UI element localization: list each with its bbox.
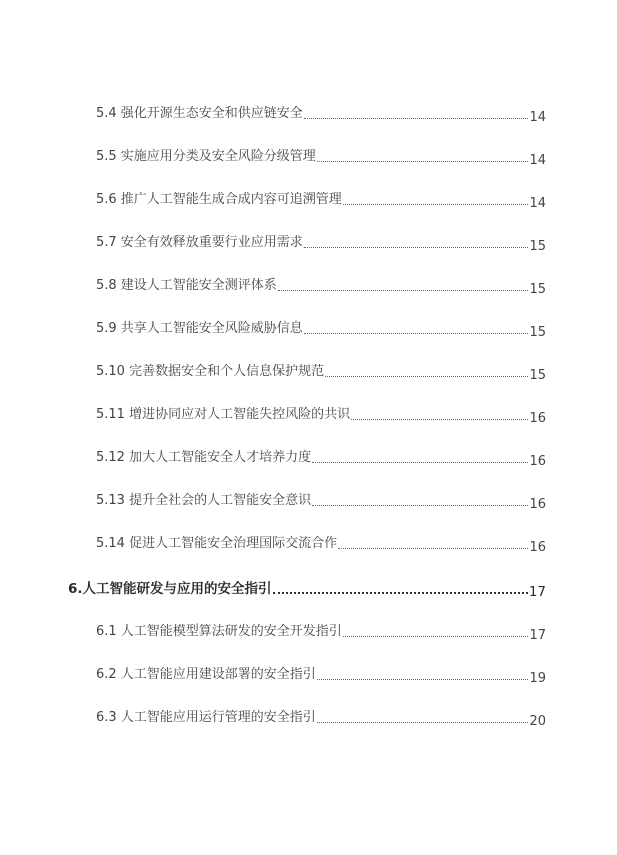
toc-entry-6-1[interactable] [96,622,546,642]
toc-dot-leader [351,419,528,420]
toc-entry-title: 5.5 实施应用分类及安全风险分级管理 [96,149,316,164]
toc-entry-title: 5.9 共享人工智能安全风险威胁信息 [96,321,303,336]
toc-entry-5-8[interactable] [96,276,546,296]
toc-entry-6-2[interactable] [96,665,546,685]
toc-page-number: 14 [529,110,546,125]
toc-entry-title: 5.8 建设人工智能安全测评体系 [96,278,277,293]
toc-dot-leader [278,290,529,291]
toc-dot-leader [304,118,529,119]
toc-dot-leader [317,161,529,162]
toc-page-number: 16 [529,454,546,469]
toc-entry-chapter-6[interactable] [68,579,546,599]
toc-entry-title: 6.2 人工智能应用建设部署的安全指引 [96,667,316,682]
toc-dot-leader [312,462,528,463]
toc-chapter-title: 6.人工智能研发与应用的安全指引 [68,581,272,597]
toc-entry-5-7[interactable] [96,233,546,253]
toc-page-number: 16 [529,497,546,512]
toc-dot-leader [312,505,528,506]
toc-entry-5-11[interactable] [96,405,546,425]
toc-dot-leader [317,722,529,723]
toc-entry-title: 5.14 促进人工智能安全治理国际交流合作 [96,536,338,551]
toc-entry-5-4[interactable] [96,104,546,124]
toc-page-number: 19 [529,671,546,686]
toc-page-number: 14 [529,153,546,168]
toc-entry-5-13[interactable] [96,491,546,511]
toc-entry-title: 5.12 加大人工智能安全人才培养力度 [96,450,312,465]
toc-entry-title: 5.6 推广人工智能生成合成内容可追溯管理 [96,192,342,207]
toc-entry-5-6[interactable] [96,190,546,210]
toc-dot-leader [325,376,528,377]
toc-page-number: 14 [529,196,546,211]
toc-dot-leader [317,679,529,680]
toc-entry-title: 5.13 提升全社会的人工智能安全意识 [96,493,312,508]
toc-dot-leader [304,247,529,248]
toc-entry-6-3[interactable] [96,708,546,728]
toc-page-number: 15 [529,368,546,383]
toc-entry-5-10[interactable] [96,362,546,382]
toc-page-number: 17 [529,628,546,643]
toc-page-number: 20 [529,714,546,729]
toc-entry-title: 6.1 人工智能模型算法研发的安全开发指引 [96,624,342,639]
toc-entry-title: 5.11 增进协同应对人工智能失控风险的共识 [96,407,351,422]
toc-entry-5-5[interactable] [96,147,546,167]
toc-entry-title: 5.7 安全有效释放重要行业应用需求 [96,235,303,250]
toc-entry-title: 6.3 人工智能应用运行管理的安全指引 [96,710,316,725]
toc-dot-leader [343,636,529,637]
toc-dot-leader [338,548,528,549]
toc-dot-leader [304,333,529,334]
toc-page-number: 15 [529,325,546,340]
toc-entry-title: 5.4 强化开源生态安全和供应链安全 [96,106,303,121]
toc-dot-leader [343,204,529,205]
toc-entry-5-9[interactable] [96,319,546,339]
toc-entry-5-14[interactable] [96,534,546,554]
toc-page-number: 16 [529,540,546,555]
toc-page-number: 15 [529,239,546,254]
toc-page-number: 15 [529,282,546,297]
toc-dot-leader [273,592,528,594]
toc-page-number: 16 [529,411,546,426]
toc-page-number: 17 [528,584,546,600]
toc-entry-5-12[interactable] [96,448,546,468]
toc-entry-title: 5.10 完善数据安全和个人信息保护规范 [96,364,325,379]
